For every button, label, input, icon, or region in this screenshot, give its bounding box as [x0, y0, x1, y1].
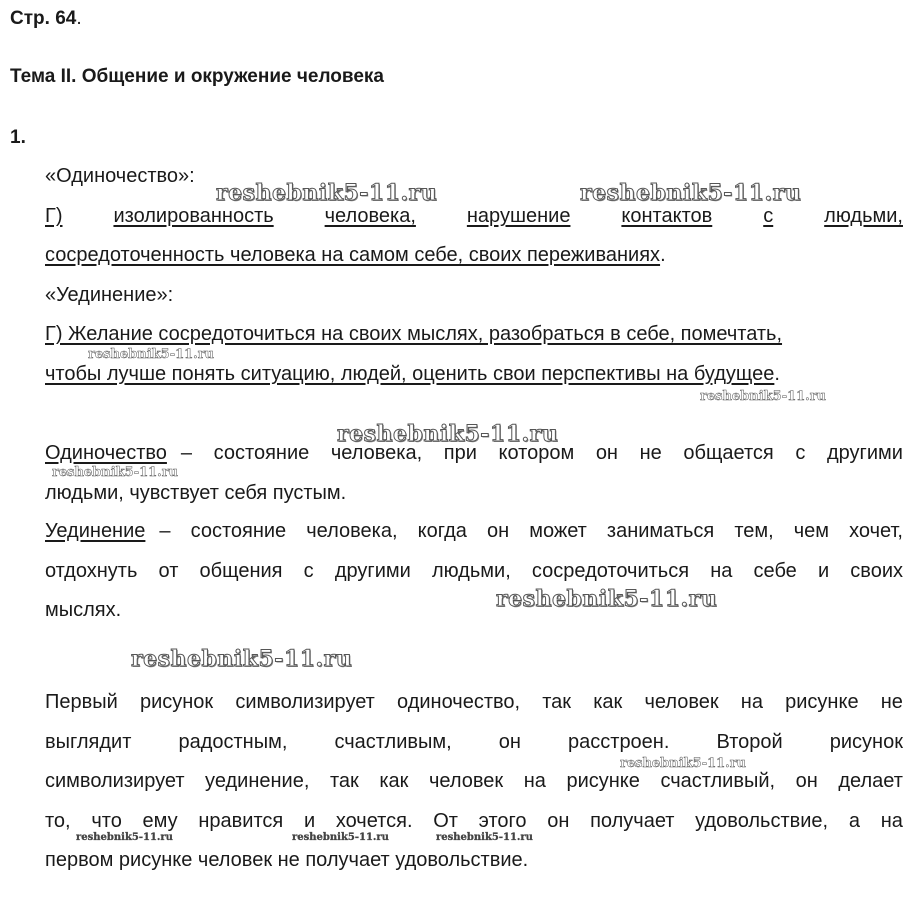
word: этого: [478, 810, 527, 832]
word: что: [91, 810, 122, 832]
watermark: reshebnik5-11.ru: [337, 421, 559, 447]
loneliness-answer-line-2: сосредоточенность человека на самом себе, своих переживаниях.: [45, 244, 666, 266]
topic-title: Тема II. Общение и окружение человека: [10, 66, 384, 87]
word: рисунок: [139, 691, 214, 713]
word: хочется.: [335, 810, 413, 832]
word: счастливым,: [334, 731, 452, 753]
watermark: reshebnik5-11.ru: [620, 756, 747, 771]
watermark: reshebnik5-11.ru: [436, 832, 533, 843]
word: не: [880, 691, 903, 713]
word: нравится: [198, 810, 284, 832]
explanation-line-4: [45, 808, 903, 834]
word: на: [523, 770, 546, 792]
word: так: [329, 770, 359, 792]
word: человека,: [330, 442, 423, 464]
word: а: [848, 810, 860, 832]
word: выглядит: [45, 731, 132, 753]
word: состояние: [190, 520, 287, 542]
word: человека,: [324, 205, 416, 227]
watermark: reshebnik5-11.ru: [131, 646, 353, 672]
word: как: [593, 691, 623, 713]
word: он: [498, 731, 521, 753]
word: на: [880, 810, 903, 832]
word: на: [740, 691, 763, 713]
word: отдохнуть: [45, 560, 138, 582]
word: человека,: [306, 520, 398, 542]
solitude-answer-line-1: Г) Желание сосредоточиться на своих мыслях, разобраться в себе, помечтать,: [45, 323, 783, 345]
task-number: 1.: [10, 127, 26, 148]
word: не: [639, 442, 662, 464]
word: общения: [199, 560, 283, 582]
word: он: [547, 810, 570, 832]
word: счастливый,: [660, 770, 776, 792]
word: чем: [793, 520, 830, 542]
word: общается: [683, 442, 774, 464]
word: людьми,: [824, 205, 903, 227]
solitude-definition-line-3: мыслях.: [45, 599, 122, 621]
word: состояние: [213, 442, 310, 464]
word: человек: [428, 770, 504, 792]
word: с: [303, 560, 314, 582]
word: рисунке: [785, 691, 859, 713]
word: заниматься: [606, 520, 715, 542]
watermark: reshebnik5-11.ru: [580, 180, 802, 206]
word: рисунке: [566, 770, 640, 792]
explanation-line-1: [45, 689, 903, 715]
word: сосредоточиться: [531, 560, 690, 582]
watermark: reshebnik5-11.ru: [52, 465, 179, 480]
word: когда: [417, 520, 467, 542]
word: получает: [590, 810, 675, 832]
word: может: [529, 520, 587, 542]
solitude-term: Уединение: [45, 520, 146, 542]
solitude-definition-line-2: [45, 558, 903, 584]
watermark: reshebnik5-11.ru: [88, 347, 215, 362]
page-number: Стр. 64.: [10, 8, 82, 29]
word: человек: [644, 691, 719, 713]
word: Первый: [45, 691, 118, 713]
word: –: [159, 520, 171, 542]
word: одиночество,: [397, 691, 521, 713]
word: уединение,: [205, 770, 310, 792]
word: и: [303, 810, 316, 832]
word: на: [710, 560, 733, 582]
word: себе: [753, 560, 797, 582]
loneliness-answer-line-1: [45, 203, 903, 229]
loneliness-definition-line-1: [45, 440, 903, 466]
word: нарушение: [466, 205, 571, 227]
word: другими: [826, 442, 903, 464]
word: как: [379, 770, 409, 792]
word: тем,: [734, 520, 774, 542]
word: изолированность: [113, 205, 274, 227]
word: удовольствие,: [695, 810, 829, 832]
word: Г): [45, 205, 63, 227]
watermark: reshebnik5-11.ru: [292, 832, 389, 843]
word: символизирует: [235, 691, 375, 713]
word: при: [443, 442, 477, 464]
word: людьми,: [431, 560, 511, 582]
solitude-label: «Уединение»:: [45, 284, 174, 306]
watermark: reshebnik5-11.ru: [496, 586, 718, 612]
word: –: [180, 442, 193, 464]
explanation-line-2: [45, 729, 903, 755]
word: расстроен.: [568, 731, 670, 753]
watermark: reshebnik5-11.ru: [700, 389, 827, 404]
word: другими: [334, 560, 411, 582]
word: он: [486, 520, 510, 542]
word: символизирует: [45, 770, 185, 792]
word: своих: [850, 560, 903, 582]
loneliness-term: Одиночество: [45, 442, 167, 464]
word: от: [158, 560, 179, 582]
word: делает: [838, 770, 903, 792]
word: он: [795, 770, 818, 792]
word: и: [817, 560, 830, 582]
word: с: [763, 205, 774, 227]
word: он: [595, 442, 618, 464]
solitude-answer-line-2: чтобы лучше понять ситуацию, людей, оценить свои перспективы на будущее.: [45, 363, 780, 385]
explanation-line-5: первом рисунке человек не получает удовольствие.: [45, 849, 529, 871]
loneliness-label: «Одиночество»:: [45, 165, 195, 187]
watermark: reshebnik5-11.ru: [216, 180, 438, 206]
solitude-definition-line-1: [45, 518, 903, 544]
word: От: [433, 810, 458, 832]
word: ему: [142, 810, 178, 832]
word: Второй: [716, 731, 783, 753]
loneliness-definition-line-2: людьми, чувствует себя пустым.: [45, 482, 347, 504]
word: рисунок: [829, 731, 903, 753]
word: хочет,: [849, 520, 903, 542]
word: то,: [45, 810, 71, 832]
explanation-line-3: [45, 768, 903, 794]
word: контактов: [621, 205, 713, 227]
word: радостным,: [178, 731, 288, 753]
word: так: [542, 691, 572, 713]
word: котором: [498, 442, 575, 464]
word: с: [795, 442, 806, 464]
watermark: reshebnik5-11.ru: [76, 832, 173, 843]
